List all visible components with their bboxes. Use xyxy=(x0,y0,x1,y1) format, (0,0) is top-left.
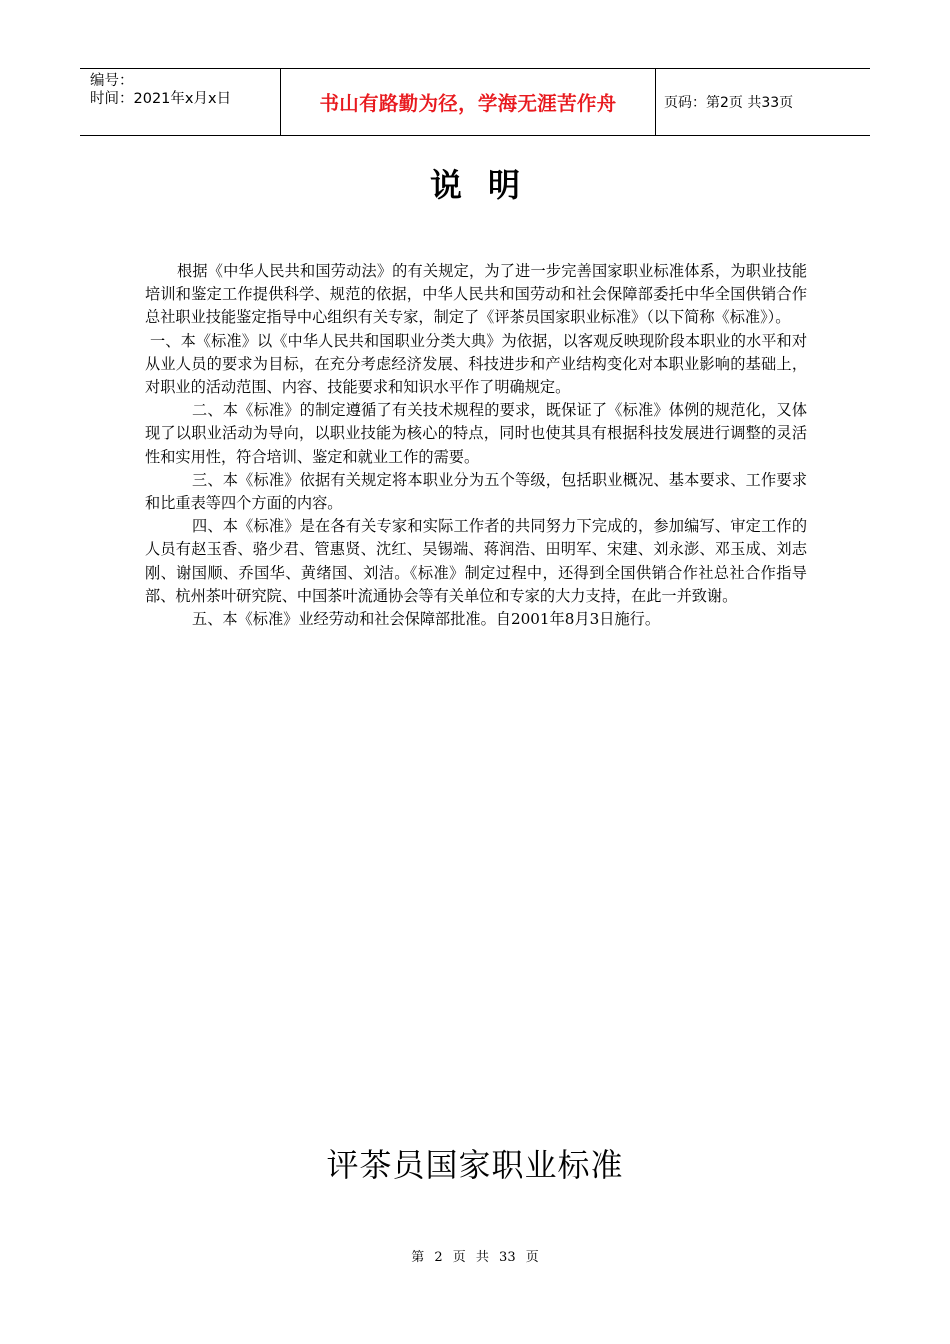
header-number-label: 编号： xyxy=(90,73,134,89)
document-body xyxy=(145,260,807,631)
paragraph-three: 三、本《标准》依据有关规定将本职业分为五个等级，包括职业概况、基本要求、工作要求和比重表等四个方面的内容。 xyxy=(145,470,807,513)
paragraph-one: 一、本《标准》以《中华人民共和国职业分类大典》为依据，以客观反映现阶段本职业的水平和对从业人员的要求为目标，在充分考虑经济发展、科技进步和产业结构变化对本职业影响的基础上，对职业的活动范围、内容、技能要求和知识水平作了明确规定。 xyxy=(145,331,807,397)
standard-title: 评茶员国家职业标准 xyxy=(326,1146,624,1184)
header-time-label: 时间：2021年x月x日 xyxy=(90,91,232,107)
page-header xyxy=(80,68,870,136)
page-footer: 第 2 页 共 33 页 xyxy=(411,1250,539,1265)
paragraph-four: 四、本《标准》是在各有关专家和实际工作者的共同努力下完成的，参加编写、审定工作的人员有赵玉香、骆少君、管惠贤、沈红、吴锡端、蒋润浩、田明军、宋建、刘永澎、邓玉成、刘志刚、谢国顺、乔国华、黄绪国、刘洁。《标准》制定过程中，还得到全国供销合作社总社合作指导部、杭州茶叶研究院、中国茶叶流通协会等有关单位和专家的大力支持，在此一并致谢。 xyxy=(145,517,807,605)
paragraph-two: 二、本《标准》的制定遵循了有关技术规程的要求，既保证了《标准》体例的规范化，又体现了以职业活动为导向，以职业技能为核心的特点，同时也使其具有根据科技发展进行调整的灵活性和实用性，符合培训、鉴定和就业工作的需要。 xyxy=(145,401,807,466)
paragraph-intro: 根据《中华人民共和国劳动法》的有关规定，为了进一步完善国家职业标准体系，为职业技能培训和鉴定工作提供科学、规范的依据，中华人民共和国劳动和社会保障部委托中华全国供销合作总社职业技能鉴定指导中心组织有关专家，制定了《评茶员国家职业标准》（以下简称《标准》）。 xyxy=(145,262,807,327)
header-meta-cell xyxy=(80,69,281,135)
paragraph-five: 五、本《标准》业经劳动和社会保障部批准。自2001年8月3日施行。 xyxy=(192,610,661,629)
header-motto: 书山有路勤为径，学海无涯苦作舟 xyxy=(281,69,656,135)
header-page-info: 页码：第2页 共33页 xyxy=(664,95,794,111)
section-title: 说明 xyxy=(429,166,546,204)
